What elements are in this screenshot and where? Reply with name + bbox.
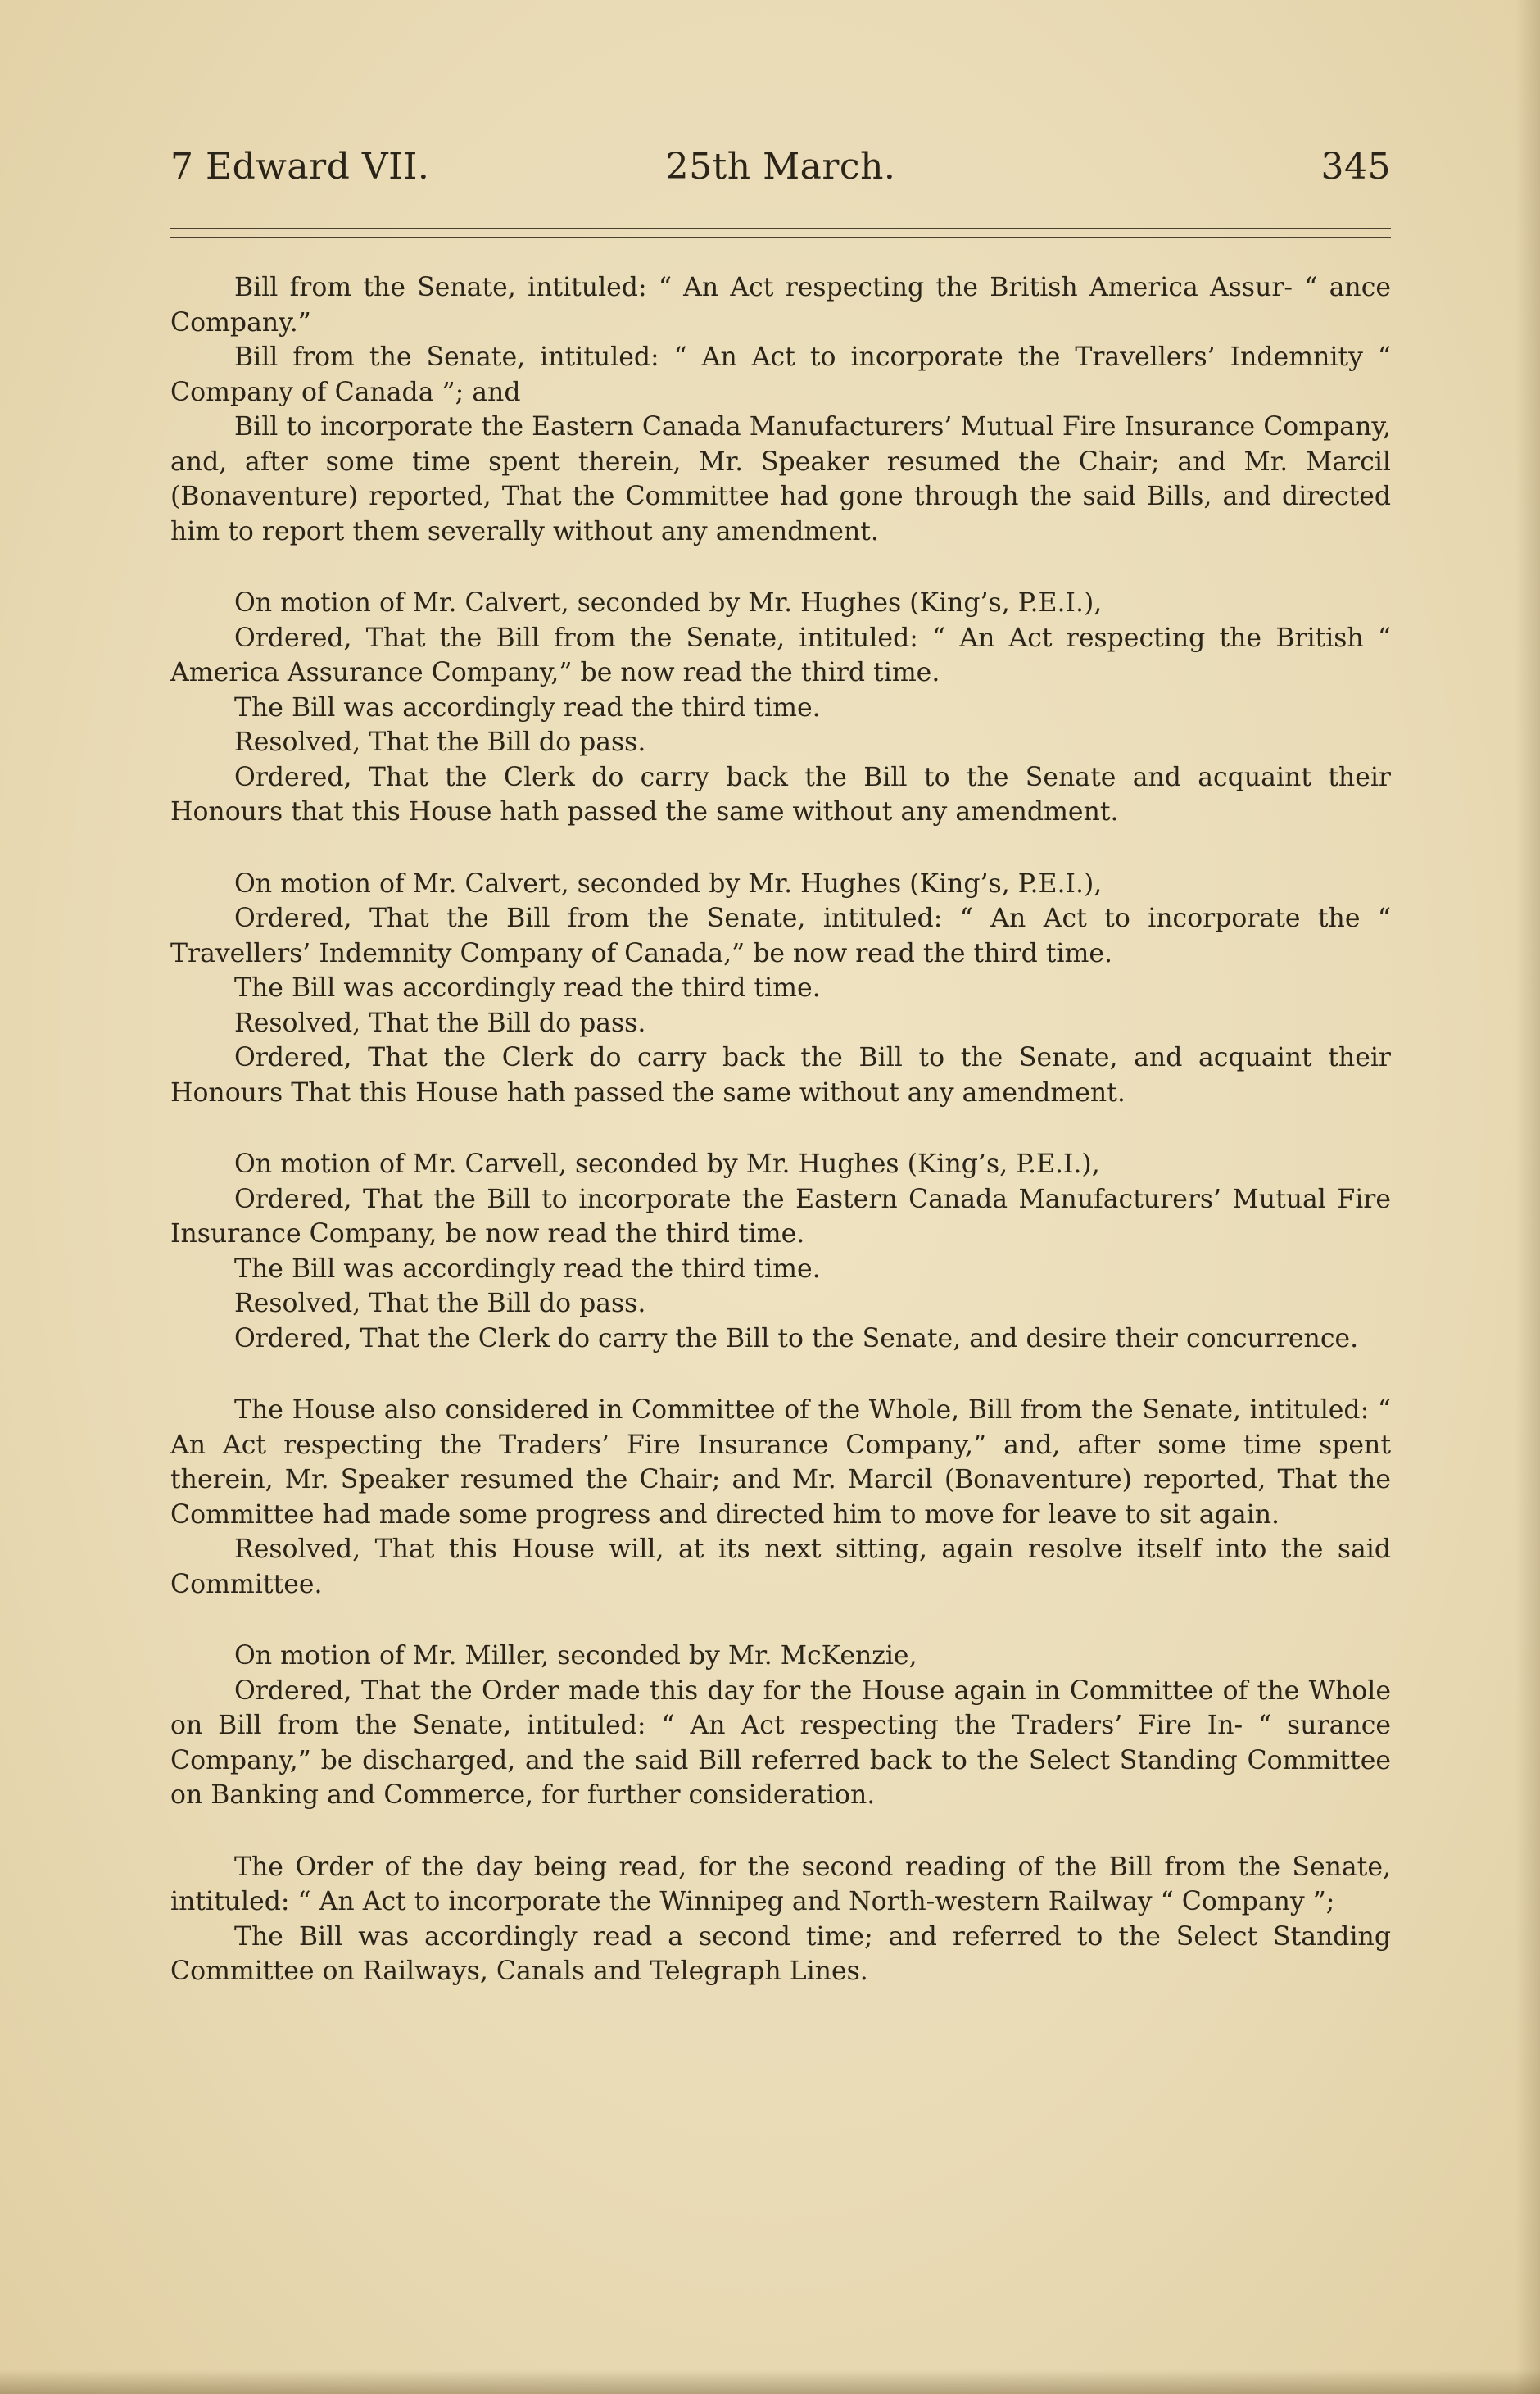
text-line: Resolved, That this House will, at its next sitting, again resolve itself into the said Committee.	[170, 1535, 1391, 1599]
text-line: The Bill was accordingly read a second time; and referred to the Select Standing Committee on Railways, Canals and Telegraph Lines.	[170, 1921, 1391, 1986]
text-line: Ordered, That the Bill from the Senate, intituled: “ An Act to incorporate the “ Travellers’ Indemnity Company of Canada,” be now read the third time.	[170, 904, 1391, 968]
motion-travellers-indemnity	[170, 867, 1391, 1111]
committee-bills-paragraph	[170, 270, 1391, 549]
text-line: The House also considered in Committee of the Whole, Bill from the Senate, intituled: “ An Act respecting the Traders’ Fire Insurance Company,” and, after some time spent therein, Mr. Speaker resumed the Chair; and Mr. Marcil (Bonaventure) reported, That the Committee had made some progress and directed him to move for leave to sit again.	[170, 1395, 1391, 1530]
text-line: The Bill was accordingly read the third time.	[234, 973, 821, 1003]
page-bottom-shadow	[0, 2369, 1540, 2394]
committee-traders-fire	[170, 1393, 1391, 1602]
page-number: 345	[1320, 146, 1391, 188]
text-line: On motion of Mr. Calvert, seconded by Mr. Hughes (King’s, P.E.I.),	[234, 588, 1103, 618]
regnal-year: 7 Edward VII.	[170, 146, 430, 188]
order-winnipeg-railway	[170, 1850, 1391, 1989]
text-line: Ordered, That the Clerk do carry back the Bill to the Senate, and acquaint their Honours That this House hath passed the same without any amendment.	[170, 1043, 1391, 1108]
motion-miller	[170, 1639, 1391, 1813]
text-line: Bill from the Senate, intituled: “ An Act to incorporate the Travellers’ Indemnity “ Company of Canada ”; and	[170, 342, 1391, 407]
text-line: The Bill was accordingly read the third time.	[234, 1254, 821, 1284]
date-heading: 25th March.	[665, 146, 896, 188]
page-edge-shadow	[1515, 0, 1540, 2394]
text-line: Resolved, That the Bill do pass.	[234, 1008, 646, 1038]
text-line: Bill from the Senate, intituled: “ An Act respecting the British America Assur- “ ance Company.”	[170, 273, 1391, 338]
header-rule-thick	[170, 228, 1391, 229]
text-line: Resolved, That the Bill do pass.	[234, 1289, 646, 1318]
text-line: Ordered, That the Bill from the Senate, intituled: “ An Act respecting the British “ America Assurance Company,” be now read the third time.	[170, 623, 1391, 687]
text-line: Ordered, That the Clerk do carry the Bill to the Senate, and desire their concurrence.	[234, 1323, 1359, 1353]
text-line: The Bill was accordingly read the third time.	[234, 692, 821, 723]
text-line: Ordered, That the Clerk do carry back the Bill to the Senate and acquaint their Honours that this House hath passed the same without any amendment.	[170, 762, 1391, 827]
text-line: On motion of Mr. Calvert, seconded by Mr. Hughes (King’s, P.E.I.),	[234, 868, 1103, 899]
journal-body	[170, 270, 1391, 2026]
text-line: On motion of Mr. Miller, seconded by Mr. McKenzie,	[234, 1641, 917, 1671]
running-header	[170, 146, 1391, 195]
header-rule-thin	[170, 237, 1391, 238]
motion-british-america	[170, 586, 1391, 830]
text-line: Ordered, That the Order made this day for the House again in Committee of the Whole on Bill from the Senate, intituled: “ An Act respecting the Traders’ Fire In- “ surance Company,” be discharged, and the said Bill referred back to the Select Standing Committee on Banking and Commerce, for further consideration.	[170, 1675, 1391, 1810]
text-line: The Order of the day being read, for the second reading of the Bill from the Senate, intituled: “ An Act to incorporate the Winnipeg and North-western Railway “ Company ”;	[170, 1852, 1391, 1916]
text-line: Bill to incorporate the Eastern Canada Manufacturers’ Mutual Fire Insurance Company, and, after some time spent therein, Mr. Speaker resumed the Chair; and Mr. Marcil (Bonaventure) reported, That the Committee had gone through the said Bills, and directed him to report them severally without any amendment.	[170, 412, 1391, 546]
text-line: Resolved, That the Bill do pass.	[234, 728, 646, 757]
text-line: Ordered, That the Bill to incorporate the Eastern Canada Manufacturers’ Mutual Fire Insurance Company, be now read the third time.	[170, 1184, 1391, 1249]
text-line: On motion of Mr. Carvell, seconded by Mr. Hughes (King’s, P.E.I.),	[234, 1149, 1100, 1179]
motion-eastern-canada	[170, 1147, 1391, 1356]
